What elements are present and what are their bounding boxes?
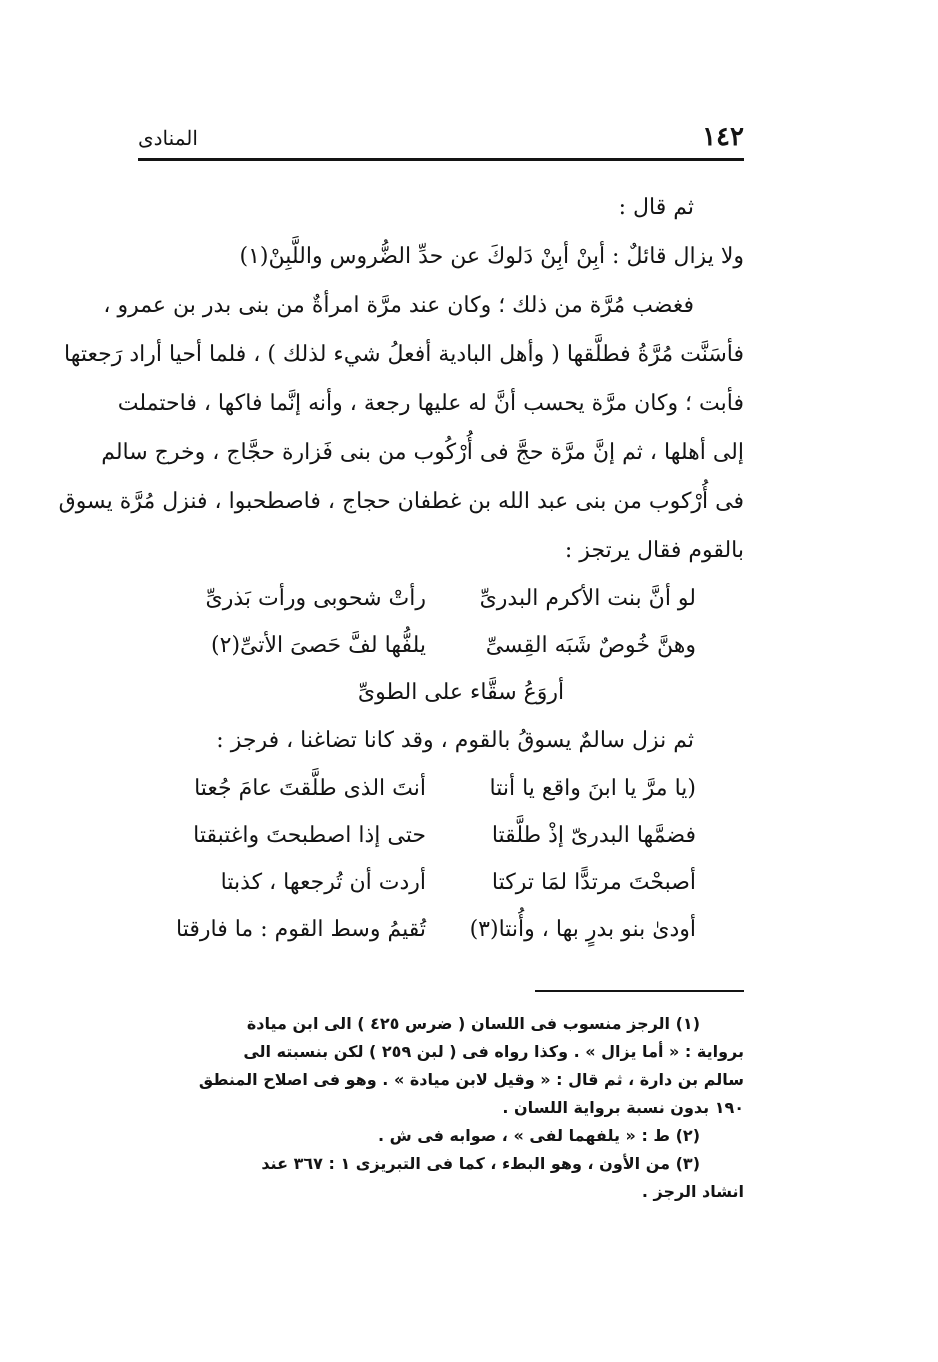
footnote-line: (٢) ط : « يلفهما لفى » ، صوابه فى ش . (378, 1126, 700, 1145)
verse-first-hemistich: لو أنَّ بنت الأكرم البدرىِّ (479, 586, 696, 611)
verse-first-hemistich: أصبحْتَ مرتدًّا لمَا تركتا (491, 870, 696, 895)
verse-first-hemistich: فضمَّها البدرىّ إذْ طلَّقتا (491, 823, 696, 848)
text-line: فأسَنَّت مُرَّةُ فطلَّقها ( وأهل البادية أفعلُ شيء لذلك ) ، فلما أحيا أراد رَجعتها (64, 342, 744, 367)
verse-second-hemistich: أردت أن تُرجعها ، كذبتا (220, 870, 426, 895)
footnote-rule (535, 990, 744, 992)
text-line: فى أُرْكوب من بنى عبد الله بن غطفان حجاج ، فاصطحبوا ، فنزل مُرَّة يسوق (58, 489, 744, 514)
verse-single-line: أروَعُ سقَّاء على الطوىِّ (357, 680, 565, 705)
verse-second-hemistich: يلفُّها لفَّ حَصىَ الأتىِّ(٢) (211, 633, 426, 658)
verse-line (138, 812, 744, 859)
footnote-line: (١) الرجز منسوب فى اللسان ( ضرس ٤٢٥ ) الى ابن ميادة (246, 1014, 700, 1033)
footnote-line: ١٩٠ بدون نسبة برواية اللسان . (502, 1098, 744, 1117)
verse-second-hemistich: تُقيمُ وسط القوم : ما فارقتا (176, 917, 426, 942)
verse-line (138, 906, 744, 953)
text-line: ثم نزل سالمٌ يسوقُ بالقوم ، وقد كانا تضاغنا ، فرجز : (216, 728, 694, 753)
text-line: إلى أهلها ، ثم إنَّ مرَّة حجَّ فى أُرْكُوب من بنى فَزارة حجَّاج ، وخرج سالم (101, 440, 744, 465)
text-line: ولا يزال قائلٌ : أبِنْ أبِنْ دَلوكَ عن حدِّ الضُّروس واللَّبِنْ(١) (239, 244, 744, 269)
verse-second-hemistich: رأتْ شحوبى ورأت بَذرىِّ (205, 586, 426, 611)
footnote-line: انشاد الرجز . (641, 1182, 744, 1201)
footnote-line: سالم بن دارة ، ثم قال : « وقيل لابن ميادة » . وهو فى اصلاح المنطق (198, 1070, 744, 1089)
verse-first-hemistich: (يا مرَّ يا ابنَ واقع يا أنتا (489, 776, 696, 801)
verse-first-hemistich: أودىٰ بنو بدرٍ بها ، وأُنتا(٣) (469, 917, 696, 942)
page-number: ١٤٢ (702, 122, 744, 152)
footnotes (138, 1010, 744, 1206)
verse-line (138, 859, 744, 906)
footnote-line: برواية : « أما يزال » . وكذا رواه فى ( لبن ٢٥٩ ) لكن بنسبته الى (243, 1042, 744, 1061)
header-rule (138, 158, 744, 161)
verse-second-hemistich: أنتَ الذى طلَّقتَ عامَ جُعتا (194, 776, 426, 801)
verse-line (138, 575, 744, 622)
page-header (138, 122, 744, 156)
text-line: بالقوم فقال يرتجز : (564, 538, 744, 563)
verse-first-hemistich: وهنَّ خُوصٌ شَبَه القِسىِّ (485, 633, 696, 658)
running-title: المنادى (138, 126, 198, 150)
verse-second-hemistich: حتى إذا اصطبحتَ واغتبقتا (193, 823, 426, 848)
text-line: فأبت ؛ وكان مرَّة يحسب أنَّ له عليها رجعة ، وأنه إنَّما فاكها ، فاحتملت (117, 391, 744, 416)
footnote-line: (٣) من الأون ، وهو البطء ، كما فى التبريزى ١ : ٣٦٧ عند (261, 1154, 700, 1173)
text-line: ثم قال : (618, 195, 694, 220)
verse-line (138, 622, 744, 669)
text-line: فغضب مُرَّة من ذلك ؛ وكان عند مرَّة امرأةٌ من بنى بدر بن عمرو ، (103, 293, 694, 318)
verse-line (138, 765, 744, 812)
main-text (58, 183, 744, 953)
